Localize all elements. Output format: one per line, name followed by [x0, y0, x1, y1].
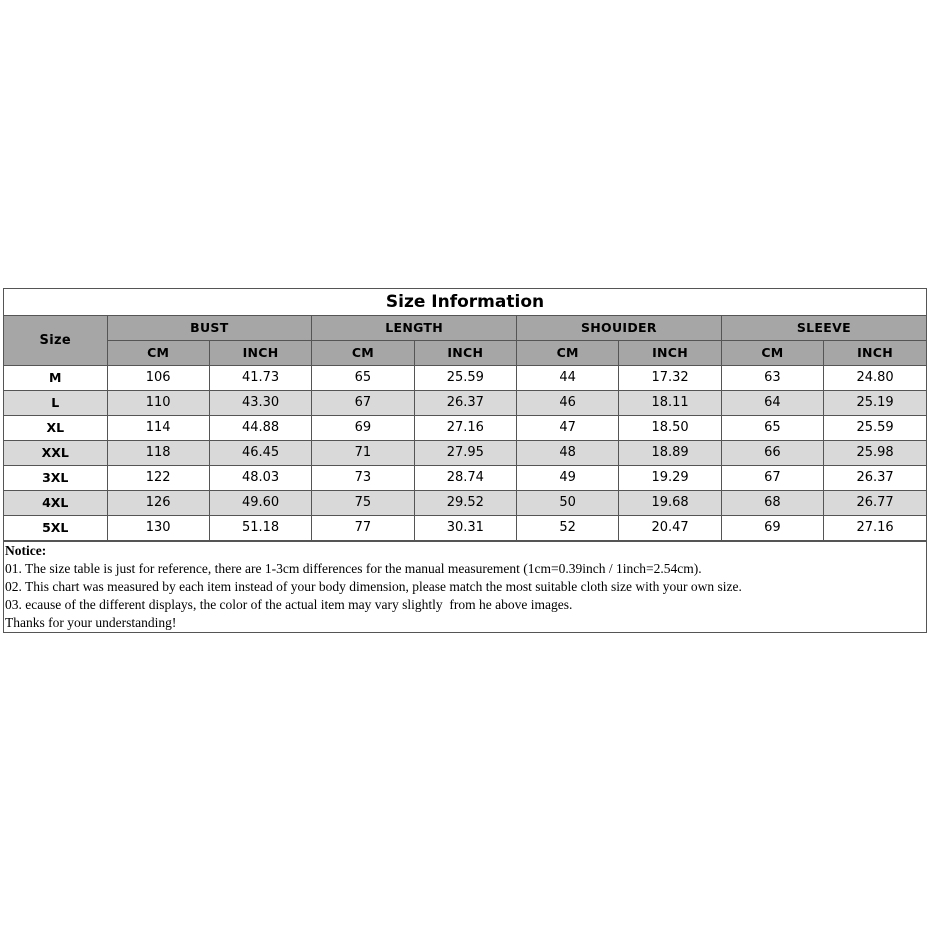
shoulder-inch-cell: 18.89	[619, 440, 721, 465]
shoulder-cm-cell: 49	[517, 465, 619, 490]
sleeve-cm-cell: 63	[721, 365, 823, 390]
table-row	[4, 440, 926, 465]
size-cell: XXL	[4, 440, 107, 465]
sleeve-cm-cell: 67	[721, 465, 823, 490]
shoulder-inch-cell: 17.32	[619, 365, 721, 390]
table-row	[4, 515, 926, 540]
sleeve-header: SLEEVE	[721, 315, 926, 340]
shoulder-cm-cell: 44	[517, 365, 619, 390]
size-cell: 3XL	[4, 465, 107, 490]
shoulder-cm-cell: 52	[517, 515, 619, 540]
shoulder-cm-cell: 46	[517, 390, 619, 415]
unit-header-cm: CM	[517, 340, 619, 365]
notice-title: Notice:	[5, 542, 47, 558]
size-cell: L	[4, 390, 107, 415]
sleeve-cm-cell: 66	[721, 440, 823, 465]
bust-inch-cell: 49.60	[209, 490, 311, 515]
sleeve-cm-cell: 64	[721, 390, 823, 415]
sleeve-cm-cell: 68	[721, 490, 823, 515]
bust-cm-cell: 130	[107, 515, 209, 540]
unit-header-inch: INCH	[209, 340, 311, 365]
length-cm-cell: 73	[312, 465, 414, 490]
bust-cm-cell: 110	[107, 390, 209, 415]
notice-line-1: 01. The size table is just for reference, there are 1-3cm differences for the manual measurement (1cm=0.39inch / 1inch=2.54cm).	[5, 560, 702, 576]
length-header: LENGTH	[312, 315, 517, 340]
length-inch-cell: 27.95	[414, 440, 516, 465]
bust-inch-cell: 43.30	[209, 390, 311, 415]
shoulder-inch-cell: 18.11	[619, 390, 721, 415]
bust-header: BUST	[107, 315, 312, 340]
shoulder-inch-cell: 18.50	[619, 415, 721, 440]
unit-header-cm: CM	[107, 340, 209, 365]
size-cell: M	[4, 365, 107, 390]
sleeve-cm-cell: 65	[721, 415, 823, 440]
table-title: Size Information	[4, 289, 926, 315]
shoulder-cm-cell: 50	[517, 490, 619, 515]
unit-header-inch: INCH	[824, 340, 926, 365]
shoulder-cm-cell: 48	[517, 440, 619, 465]
sleeve-inch-cell: 27.16	[824, 515, 926, 540]
notice-section	[4, 541, 926, 632]
bust-inch-cell: 46.45	[209, 440, 311, 465]
size-cell: XL	[4, 415, 107, 440]
sleeve-inch-cell: 25.59	[824, 415, 926, 440]
sleeve-cm-cell: 69	[721, 515, 823, 540]
group-header-row	[4, 315, 926, 340]
notice-line-2: 02. This chart was measured by each item instead of your body dimension, please match the most suitable cloth size with your own size.	[5, 578, 742, 594]
sleeve-inch-cell: 25.19	[824, 390, 926, 415]
length-inch-cell: 28.74	[414, 465, 516, 490]
length-cm-cell: 75	[312, 490, 414, 515]
size-cell: 4XL	[4, 490, 107, 515]
bust-cm-cell: 126	[107, 490, 209, 515]
bust-cm-cell: 114	[107, 415, 209, 440]
size-cell: 5XL	[4, 515, 107, 540]
length-cm-cell: 69	[312, 415, 414, 440]
length-inch-cell: 27.16	[414, 415, 516, 440]
bust-inch-cell: 41.73	[209, 365, 311, 390]
length-cm-cell: 65	[312, 365, 414, 390]
unit-header-row	[4, 340, 926, 365]
length-inch-cell: 29.52	[414, 490, 516, 515]
bust-cm-cell: 118	[107, 440, 209, 465]
unit-header-cm: CM	[721, 340, 823, 365]
sleeve-inch-cell: 26.77	[824, 490, 926, 515]
sleeve-inch-cell: 24.80	[824, 365, 926, 390]
sleeve-inch-cell: 25.98	[824, 440, 926, 465]
size-table	[4, 289, 926, 541]
length-inch-cell: 30.31	[414, 515, 516, 540]
unit-header-cm: CM	[312, 340, 414, 365]
shoulder-inch-cell: 19.68	[619, 490, 721, 515]
length-inch-cell: 26.37	[414, 390, 516, 415]
notice-thanks: Thanks for your understanding!	[5, 614, 177, 630]
size-column-header: Size	[4, 315, 107, 365]
unit-header-inch: INCH	[414, 340, 516, 365]
bust-inch-cell: 48.03	[209, 465, 311, 490]
length-cm-cell: 77	[312, 515, 414, 540]
table-row	[4, 365, 926, 390]
shoulder-inch-cell: 19.29	[619, 465, 721, 490]
bust-inch-cell: 44.88	[209, 415, 311, 440]
bust-cm-cell: 122	[107, 465, 209, 490]
bust-cm-cell: 106	[107, 365, 209, 390]
table-row	[4, 465, 926, 490]
bust-inch-cell: 51.18	[209, 515, 311, 540]
table-row	[4, 415, 926, 440]
unit-header-inch: INCH	[619, 340, 721, 365]
table-row	[4, 390, 926, 415]
title-row	[4, 289, 926, 315]
table-row	[4, 490, 926, 515]
notice-line-3: 03. ecause of the different displays, the color of the actual item may vary slightly from he above images.	[5, 596, 573, 612]
shoulder-inch-cell: 20.47	[619, 515, 721, 540]
size-chart	[3, 288, 927, 633]
length-cm-cell: 67	[312, 390, 414, 415]
length-cm-cell: 71	[312, 440, 414, 465]
length-inch-cell: 25.59	[414, 365, 516, 390]
shoulder-header: SHOUIDER	[517, 315, 722, 340]
sleeve-inch-cell: 26.37	[824, 465, 926, 490]
shoulder-cm-cell: 47	[517, 415, 619, 440]
